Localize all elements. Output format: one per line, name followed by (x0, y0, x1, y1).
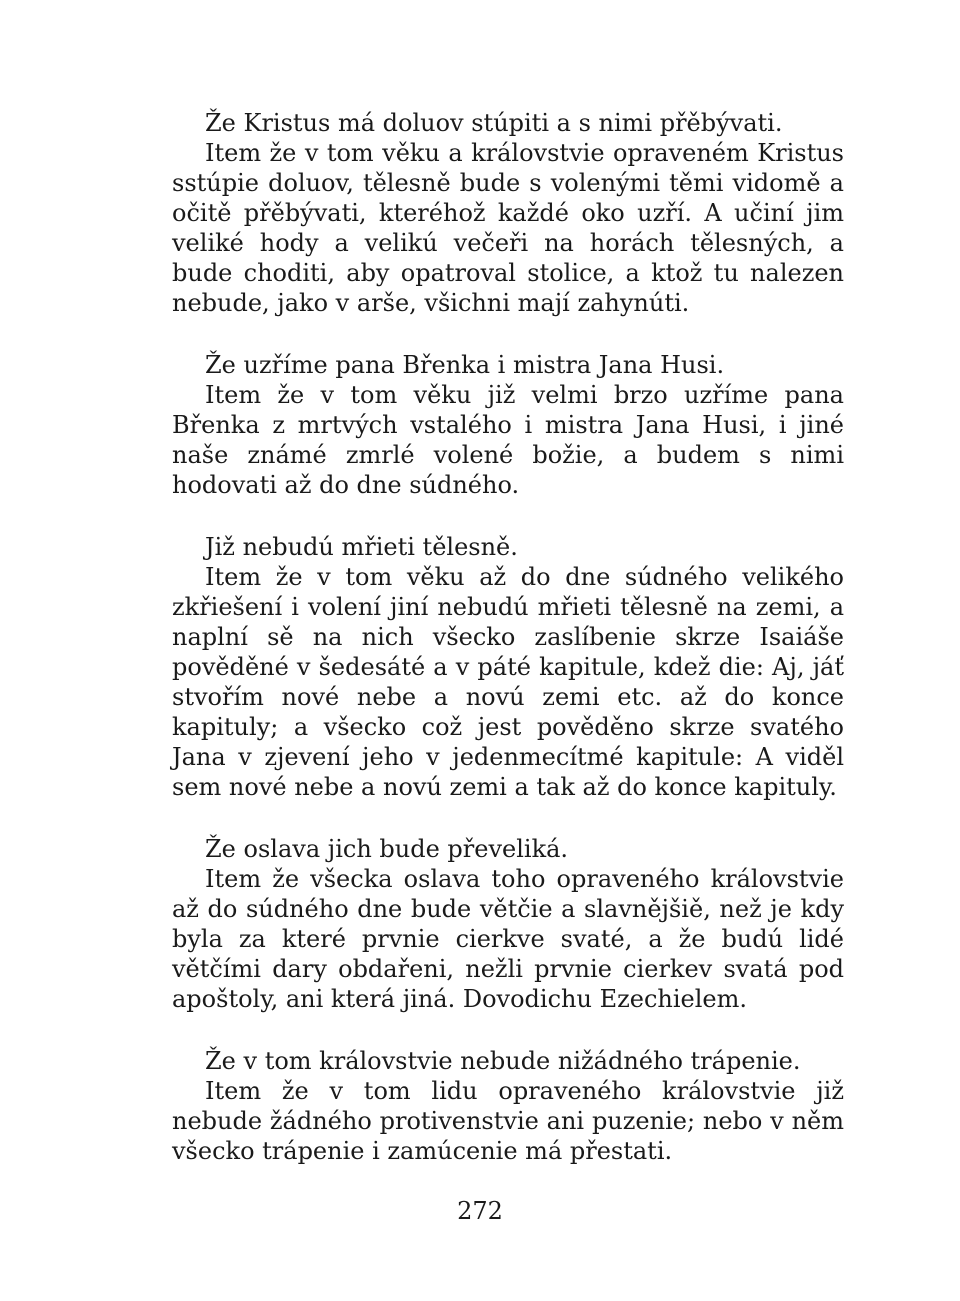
section-heading: Již nebudú mřieti tělesně. (205, 533, 518, 561)
page-number: 272 (457, 1197, 503, 1225)
section-paragraph: Item že v tom věku a královstvie opraveném Kristus sstúpie doluov, tělesně bude s volenými těmi vidomě a očitě přěbývati, kteréhož každé oko uzří. A učiní jim veliké hody a velikú večeři na horách tělesných, a bude choditi, aby opatroval stolice, a ktož tu nalezen nebude, jako v arše, všichni mají zahynúti. (172, 139, 844, 317)
section-trapenie (172, 1046, 844, 1166)
section-heading: Že Kristus má doluov stúpiti a s nimi přěbývati. (205, 109, 783, 137)
section-heading: Že uzříme pana Břenka i mistra Jana Husi. (205, 351, 725, 379)
section-kristus (172, 108, 844, 318)
section-brenek (172, 350, 844, 500)
section-heading: Že v tom královstvie nebude nižádného trápenie. (205, 1047, 801, 1075)
section-paragraph: Item že v tom věku již velmi brzo uzříme pana Břenka z mrtvých vstalého i mistra Jana Husi, i jiné naše známé zmrlé volené božie, a budem s nimi hodovati až do dne súdného. (172, 381, 844, 499)
section-paragraph: Item že v tom věku až do dne súdného velikého zkřiešení i volení jiní nebudú mřieti tělesně na zemi, a naplní sě na nich všecko zaslíbenie skrze Isaiáše pověděné v šedesáté a v páté kapitule, kdež die: Aj, jáť stvořím nové nebe a novú zemi etc. až do konce kapituly; a všecko což jest pověděno skrze svatého Jana v zjevení jeho v jedenmecítmé kapitule: A viděl sem nové nebe a novú zemi a tak až do konce kapituly. (172, 563, 844, 801)
section-heading: Že oslava jich bude převeliká. (205, 835, 569, 863)
section-paragraph: Item že všecka oslava toho opraveného královstvie až do súdného dne bude větčie a slavnějšiě, než je kdy byla za které prvnie cierkve svaté, a že budú lidé větčími dary obdařeni, nežli prvnie cierkev svatá pod apoštoly, ani která jiná. Dovodichu Ezechielem. (172, 865, 844, 1013)
page-body (172, 108, 844, 1198)
section-mrieti (172, 532, 844, 802)
section-oslava (172, 834, 844, 1014)
section-paragraph: Item že v tom lidu opraveného královstvie již nebude žádného protivenstvie ani puzenie; nebo v něm všecko trápenie i zamúcenie má přestati. (172, 1077, 844, 1165)
